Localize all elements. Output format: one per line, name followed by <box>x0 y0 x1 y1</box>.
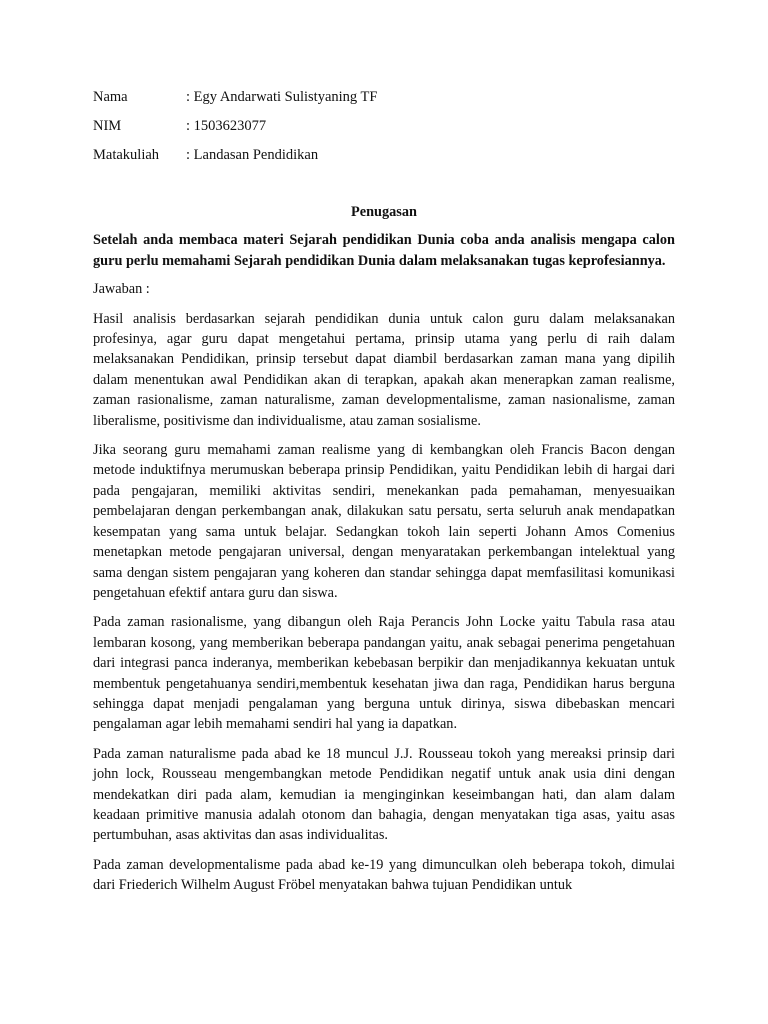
info-label: Matakuliah <box>93 147 160 163</box>
info-label: NIM <box>93 118 122 134</box>
document-title: Penugasan <box>351 204 417 220</box>
info-value: : Landasan Pendidikan <box>186 147 319 163</box>
paragraph: Hasil analisis berdasarkan sejarah pendidikan dunia untuk calon guru dalam melaksanakan profesinya, agar guru dapat mengetahui pertama, prinsip utama yang perlu di raih dalam melaksanakan Pendidikan, prinsip tersebut dapat diambil berdasarkan zaman mana yang dipilih dalam menentukan awal Pendidikan akan di terapkan, apakah akan menerapkan zaman realisme, zaman rasionalisme, zaman naturalisme, zaman developmentalisme, zaman nasionalisme, zaman liberalisme, positivisme dan individualisme, atau zaman sosialisme. <box>93 310 675 429</box>
info-row-nim <box>93 116 377 145</box>
paragraph: Jika seorang guru memahami zaman realisme yang di kembangkan oleh Francis Bacon dengan metode induktifnya merumuskan beberapa prinsip Pendidikan, yaitu Pendidikan lebih di hargai dari pada pengajaran, memiliki aktivitas sendiri, menekankan pada pemahaman, menyesuaikan pembelajaran dengan perkembangan anak, dilakukan satu persatu, serta seluruh anak mendapatkan kesempatan yang sama untuk belajar. Sedangkan tokoh lain seperti Johann Amos Comenius menetapkan metode pengajaran universal, dengan menyaratakan perkembangan intelektual yang sama dengan sistem pengajaran yang koheren dan standar sehingga dapat memfasilitasi komunikasi pengetahuan efektif antara guru dan siswa. <box>93 442 675 601</box>
paragraph: Pada zaman developmentalisme pada abad ke-19 yang dimunculkan oleh beberapa tokoh, dimulai dari Friederich Wilhelm August Fröbel menyatakan bahwa tujuan Pendidikan untuk <box>93 856 675 894</box>
info-value: : Egy Andarwati Sulistyaning TF <box>186 89 378 105</box>
paragraph: Pada zaman rasionalisme, yang dibangun oleh Raja Perancis John Locke yaitu Tabula rasa atau lembaran kosong, yang memberikan beberapa pandangan yaitu, anak sebagai penerima pengetahuan dari integrasi panca inderanya, memberikan kebebasan berpikir dan menjadikannya kekuatan untuk membentuk pengetahuanya sendiri,membentuk kesehatan jiwa dan raga, Pendidikan harus berguna sehingga dapat menjadi pengalaman yang berguna untuk dirinya, siswa dibebaskan mencari pengalaman agar lebih memahami sendiri hal yang ia dapatkan. <box>93 614 675 733</box>
info-label: Nama <box>93 89 128 105</box>
answer-label: Jawaban : <box>93 281 150 298</box>
info-row-matakuliah <box>93 145 377 174</box>
info-row-nama <box>93 87 377 116</box>
info-value: : 1503623077 <box>186 118 267 134</box>
document-body <box>93 202 675 905</box>
assignment-question: Setelah anda membaca materi Sejarah pendidikan Dunia coba anda analisis mengapa calon guru perlu memahami Sejarah pendidikan Dunia dalam melaksanakan tugas keprofesiannya. <box>93 232 675 269</box>
paragraph: Pada zaman naturalisme pada abad ke 18 muncul J.J. Rousseau tokoh yang mereaksi prinsip dari john lock, Rousseau mengembangkan metode Pendidikan negatif untuk anak usia dini dengan mendekatkan diri pada alam, kemudian ia menginginkan keseimbangan hati, dan alam dalam keadaan primitive manusia adalah otonom dan bahagia, dengan menyatakan tiga asas, yaitu asas pertumbuhan, asas aktivitas dan asas individualitas. <box>93 745 675 844</box>
student-info <box>93 87 377 174</box>
